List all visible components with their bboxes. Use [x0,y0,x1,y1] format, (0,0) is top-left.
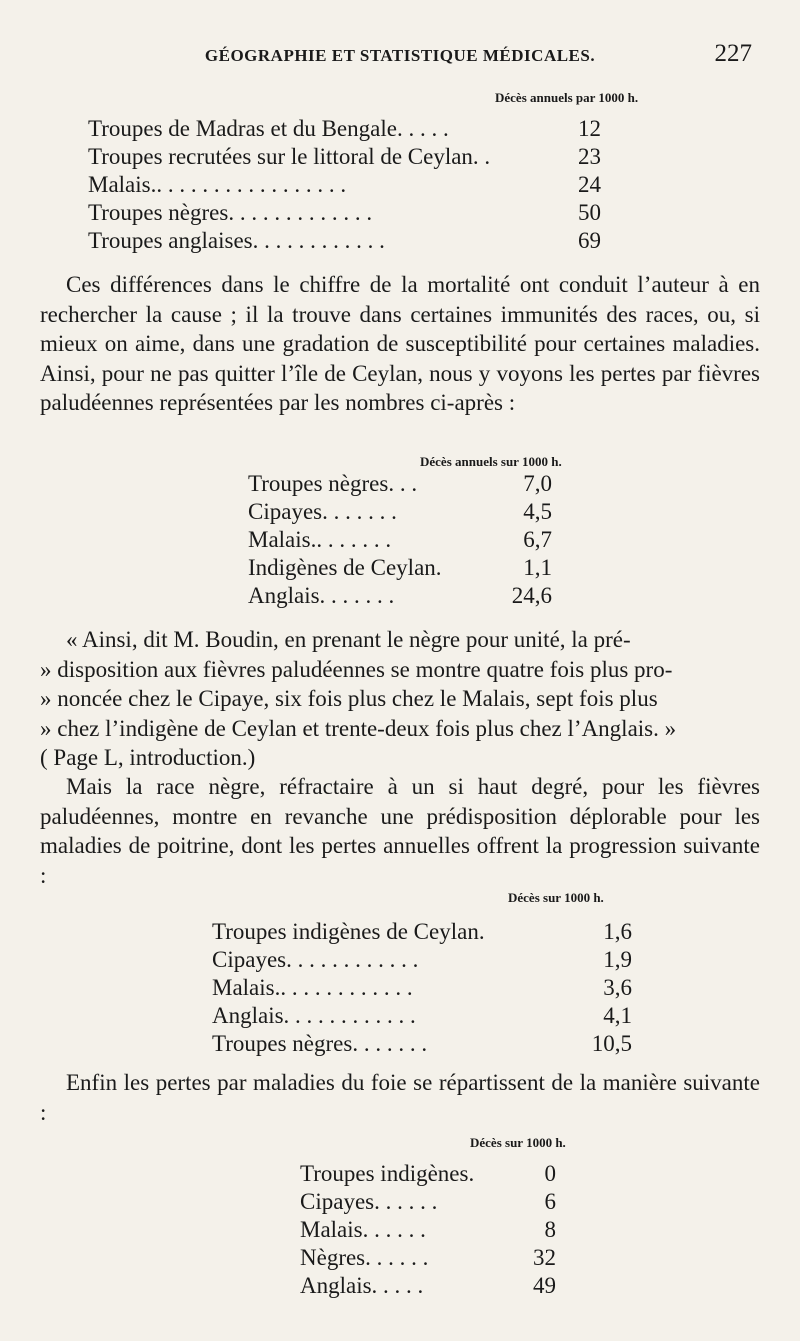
table2-caption: Décès annuels sur 1000 h. [420,454,562,469]
row-value: 10,5 [591,1031,632,1056]
row-value: 12 [578,116,601,141]
row-value: 32 [533,1245,556,1270]
row-label: Cipayes. . . . . . [300,1189,438,1214]
row-value: 4,5 [523,499,552,524]
row-label: Malais.. . . . . . . . . . . . . . . . . [88,172,347,197]
table-row [248,526,568,554]
table2 [248,470,568,610]
quote-block [40,625,760,773]
row-label: Troupes indigènes de Ceylan. [212,919,485,944]
row-label: Troupes indigènes. [300,1161,475,1186]
row-value: 3,6 [603,975,632,1000]
row-label: Malais.. . . . . . . [248,527,392,552]
table-row [248,554,568,582]
page-number: 227 [714,40,752,67]
row-value: 6,7 [523,527,552,552]
row-value: 23 [578,144,601,169]
row-value: 24 [578,172,601,197]
quote-line: » chez l’indigène de Ceylan et trente-deux fois plus chez l’Anglais. » [40,715,677,741]
row-label: Troupes recrutées sur le littoral de Ceylan. . [88,144,491,169]
quote-citation: ( Page L, introduction.) [40,745,256,770]
table-row [300,1160,580,1188]
table3 [212,918,642,1058]
row-value: 7,0 [523,471,552,496]
paragraph [40,1068,760,1127]
row-label: Troupes de Madras et du Bengale. . . . . [88,116,449,141]
row-label: Anglais. . . . . [300,1273,424,1298]
running-header [40,38,760,72]
table-row [88,143,648,171]
table1 [88,115,648,255]
row-value: 69 [578,228,601,253]
table-row [300,1272,580,1300]
table-row [212,918,642,946]
table-row [300,1188,580,1216]
row-label: Troupes nègres. . . [248,471,418,496]
row-value: 8 [544,1217,556,1242]
row-label: Cipayes. . . . . . . [248,499,397,524]
paragraph [40,772,760,890]
table4 [300,1160,580,1300]
paragraph-text: Mais la race nègre, réfractaire à un si haut degré, pour les fièvres paludéennes, montre en revanche une prédisposition déplorable pour les maladies de poitrine, dont les pertes annuelles offrent la progression suivante : [40,774,760,888]
paragraph [40,270,760,418]
table-row [248,582,568,610]
row-value: 49 [533,1273,556,1298]
paragraph-text: Enfin les pertes par maladies du foie se répartissent de la manière suivante : [40,1070,760,1125]
row-value: 1,1 [523,555,552,580]
table-row [300,1216,580,1244]
quote-line: » noncée chez le Cipaye, six fois plus chez le Malais, sept fois plus [40,686,658,711]
paragraph-text: Ces différences dans le chiffre de la mortalité ont conduit l’auteur à en rechercher la cause ; il la trouve dans certaines immunités des races, ou, si mieux on aime, dans une gradation de susceptibilité pour certaines maladies. Ainsi, pour ne pas quitter l’île de Ceylan, nous y voyons les pertes par fièvres paludéennes représentées par les nombres ci-après : [40,272,760,415]
row-label: Troupes nègres. . . . . . . [212,1031,428,1056]
row-label: Nègres. . . . . . [300,1245,429,1270]
table-row [248,498,568,526]
table1-caption: Décès annuels par 1000 h. [495,90,639,105]
row-label: Anglais. . . . . . . [248,583,395,608]
row-label: Anglais. . . . . . . . . . . . [212,1003,416,1028]
row-value: 6 [544,1189,556,1214]
running-title: GÉOGRAPHIE ET STATISTIQUE MÉDICALES. [204,46,596,65]
table-row [248,470,568,498]
table3-caption: Décès sur 1000 h. [508,890,604,905]
table-row [88,115,648,143]
row-label: Troupes anglaises. . . . . . . . . . . . [88,228,385,253]
quote-line: » disposition aux fièvres paludéennes se montre quatre fois plus pro- [40,656,673,682]
row-value: 24,6 [511,583,552,608]
row-value: 1,6 [603,919,632,944]
table-row [88,171,648,199]
row-label: Malais. . . . . . [300,1217,426,1242]
quote-line: « Ainsi, dit M. Boudin, en prenant le nègre pour unité, la pré- [66,627,631,652]
table-row [300,1244,580,1272]
row-label: Indigènes de Ceylan. [248,555,442,580]
table-row [88,227,648,255]
table4-caption: Décès sur 1000 h. [470,1135,566,1150]
table-row [212,1030,642,1058]
row-value: 0 [544,1161,556,1186]
row-value: 1,9 [603,947,632,972]
table-row [212,1002,642,1030]
table-row [212,974,642,1002]
row-label: Cipayes. . . . . . . . . . . . [212,947,419,972]
row-value: 50 [578,200,601,225]
row-label: Troupes nègres. . . . . . . . . . . . . [88,200,373,225]
row-value: 4,1 [603,1003,632,1028]
table-row [88,199,648,227]
table-row [212,946,642,974]
row-label: Malais.. . . . . . . . . . . . [212,975,413,1000]
